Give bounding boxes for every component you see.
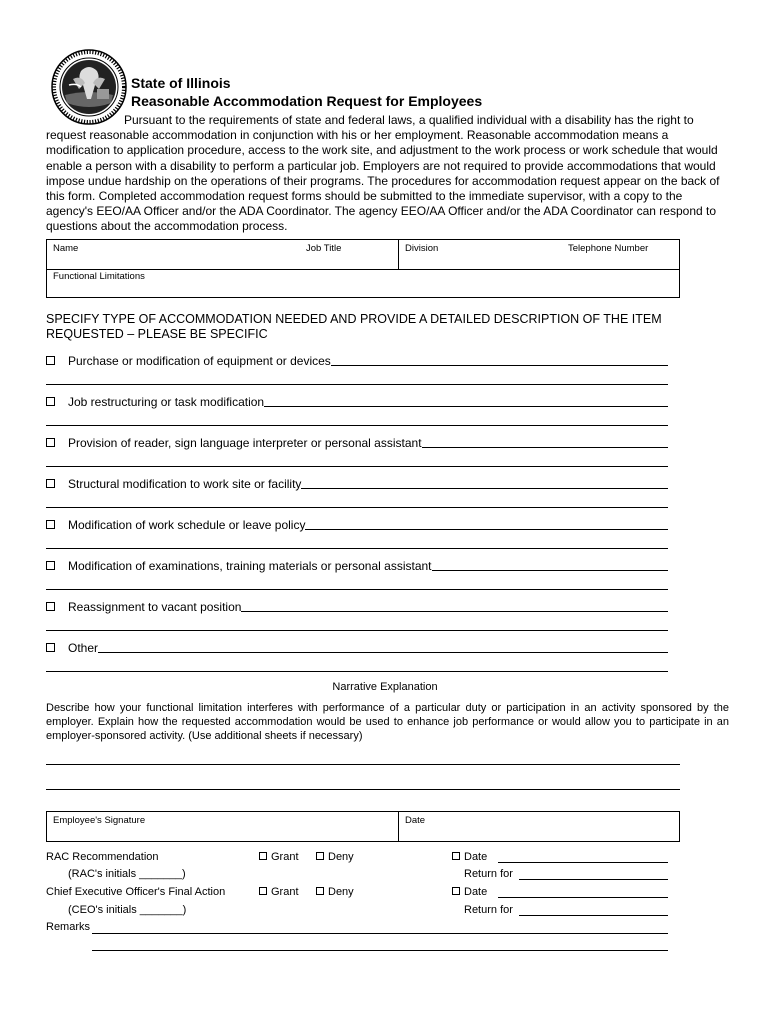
fill-line[interactable]	[432, 570, 668, 571]
fill-line[interactable]	[264, 406, 668, 407]
answer-line[interactable]	[46, 630, 668, 631]
employee-info-box	[46, 239, 680, 298]
employee-signature-field[interactable]: Employee's Signature	[53, 815, 146, 826]
answer-line[interactable]	[46, 384, 668, 385]
remarks-label: Remarks	[46, 921, 91, 933]
option-examinations[interactable]: Modification of examinations, training materials or personal assistant	[46, 557, 668, 573]
division-field[interactable]: Division	[405, 243, 439, 254]
checkbox[interactable]	[46, 520, 55, 529]
option-reassignment[interactable]: Reassignment to vacant position	[46, 598, 668, 614]
ceo-return-for-label: Return for	[464, 904, 513, 916]
option-job-restructuring[interactable]: Job restructuring or task modification	[46, 393, 668, 409]
functional-limitations-field[interactable]: Functional Limitations	[53, 271, 145, 282]
checkbox[interactable]	[46, 397, 55, 406]
option-other[interactable]: Other	[46, 639, 668, 655]
option-work-schedule[interactable]: Modification of work schedule or leave policy	[46, 516, 668, 532]
narrative-title: Narrative Explanation	[332, 681, 438, 693]
ceo-grant-option[interactable]: Grant	[259, 886, 299, 898]
ceo-date-option[interactable]: Date	[452, 886, 487, 898]
box-divider-vertical	[398, 812, 399, 841]
rac-recommendation-label: RAC Recommendation	[46, 851, 159, 863]
ceo-return-line[interactable]	[519, 915, 668, 916]
rac-date-line[interactable]	[498, 862, 668, 863]
checkbox[interactable]	[46, 356, 55, 365]
checkbox[interactable]	[316, 852, 324, 860]
rac-deny-option[interactable]: Deny	[316, 851, 354, 863]
ceo-date-line[interactable]	[498, 897, 668, 898]
checkbox[interactable]	[452, 887, 460, 895]
form-title-state: State of Illinois	[131, 75, 231, 91]
rac-return-line[interactable]	[519, 879, 668, 880]
box-divider-vertical	[398, 240, 399, 269]
fill-line[interactable]	[98, 652, 668, 653]
checkbox[interactable]	[259, 852, 267, 860]
answer-line[interactable]	[46, 425, 668, 426]
ceo-final-action-label: Chief Executive Officer's Final Action	[46, 886, 226, 898]
rac-date-option[interactable]: Date	[452, 851, 487, 863]
narrative-line[interactable]	[46, 789, 680, 790]
checkbox[interactable]	[46, 438, 55, 447]
remarks-line[interactable]	[92, 950, 668, 951]
option-equipment[interactable]: Purchase or modification of equipment or devices	[46, 352, 668, 368]
fill-line[interactable]	[305, 529, 668, 530]
checkbox[interactable]	[46, 643, 55, 652]
checkbox[interactable]	[452, 852, 460, 860]
fill-line[interactable]	[331, 365, 668, 366]
checkbox[interactable]	[46, 479, 55, 488]
answer-line[interactable]	[46, 548, 668, 549]
specify-heading: SPECIFY TYPE OF ACCOMMODATION NEEDED AND PROVIDE A DETAILED DESCRIPTION OF THE ITEM	[46, 312, 662, 326]
telephone-field[interactable]: Telephone Number	[568, 243, 649, 254]
box-divider	[47, 269, 679, 270]
fill-line[interactable]	[241, 611, 668, 612]
fill-line[interactable]	[422, 447, 668, 448]
rac-return-for-label: Return for	[464, 868, 513, 880]
answer-line[interactable]	[46, 671, 668, 672]
answer-line[interactable]	[46, 507, 668, 508]
checkbox[interactable]	[259, 887, 267, 895]
narrative-line[interactable]	[46, 764, 680, 765]
rac-initials-label[interactable]: (RAC's initials _______)	[68, 868, 186, 880]
ceo-initials-label[interactable]: (CEO's initials _______)	[68, 904, 187, 916]
checkbox[interactable]	[46, 602, 55, 611]
rac-grant-option[interactable]: Grant	[259, 851, 299, 863]
narrative-instructions: Describe how your functional limitation interferes with performance of a particular duty or participation in an activity sponsored by the employer. Explain how the requested accommodation would be used to enhance job performance or would allow you to participate in an employer-sponsored activity. (Use additional sheets if necessary)	[46, 702, 729, 742]
form-title: Reasonable Accommodation Request for Employees	[131, 93, 483, 109]
remarks-line[interactable]	[92, 933, 668, 934]
ceo-deny-option[interactable]: Deny	[316, 886, 354, 898]
signature-date-field[interactable]: Date	[405, 815, 426, 826]
option-reader-interpreter[interactable]: Provision of reader, sign language interpreter or personal assistant	[46, 434, 668, 450]
fill-line[interactable]	[301, 488, 668, 489]
option-structural-modification[interactable]: Structural modification to work site or facility	[46, 475, 668, 491]
job-title-field[interactable]: Job Title	[306, 243, 342, 254]
answer-line[interactable]	[46, 589, 668, 590]
answer-line[interactable]	[46, 466, 668, 467]
name-field[interactable]: Name	[53, 243, 79, 254]
signature-box	[46, 811, 680, 842]
specify-heading-2: REQUESTED – PLEASE BE SPECIFIC	[46, 327, 268, 341]
checkbox[interactable]	[46, 561, 55, 570]
intro-paragraph: Pursuant to the requirements of state and federal laws, a qualified individual with a disability has the right to request reasonable accommodation in conjunction with his or her employment. Reasonable accommodation means a modification to application procedure, access to the work site, and adjustment to the work process or work schedule that would enable a person with a disability to perform a particular job. Employers are not required to provide accommodations that would impose undue hardship on the operations of their programs. The procedures for accommodation request appear on the back of this form. Completed accommodation request forms should be submitted to the immediate supervisor, with a copy to the agency's EEO/AA Officer and/or the ADA Coordinator. The agency EEO/AA Officer and/or the ADA Coordinator can respond to questions about the accommodation process.	[46, 113, 720, 234]
checkbox[interactable]	[316, 887, 324, 895]
